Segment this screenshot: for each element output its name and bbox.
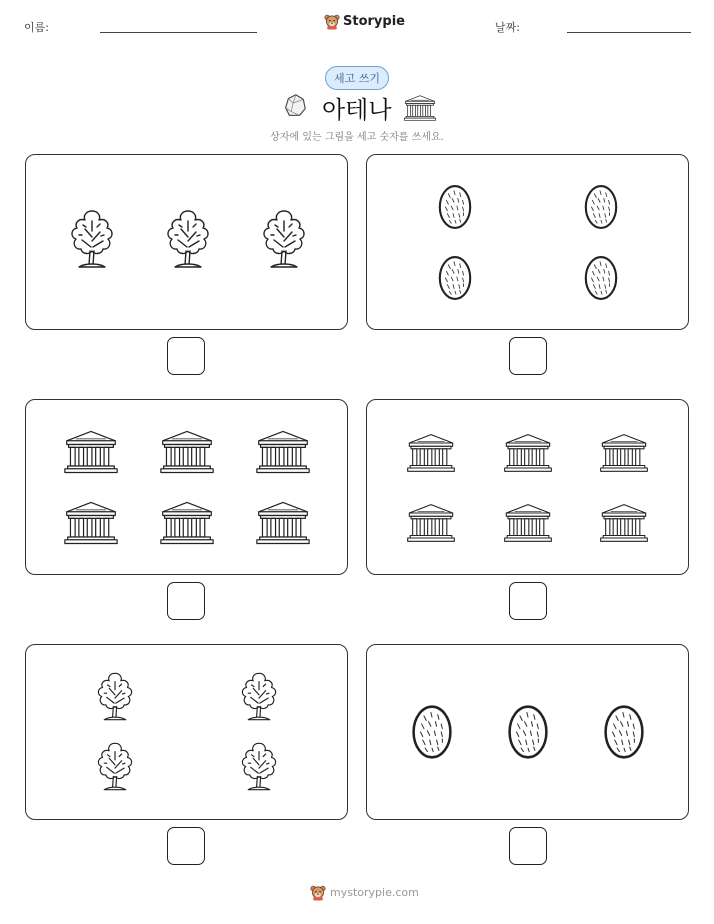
card-pictures xyxy=(26,645,349,821)
date-label: 날짜: xyxy=(495,21,520,34)
almond-icon xyxy=(414,707,451,758)
answer-box-5[interactable] xyxy=(167,827,205,865)
bear-icon xyxy=(310,884,326,901)
almond-icon xyxy=(440,257,470,299)
answer-box-1[interactable] xyxy=(167,337,205,375)
temple-icon xyxy=(161,431,213,472)
card-pictures xyxy=(26,155,349,331)
answer-box-2[interactable] xyxy=(509,337,547,375)
count-card-2 xyxy=(366,154,689,330)
tree-icon xyxy=(168,211,208,267)
answer-box-6[interactable] xyxy=(509,827,547,865)
almond-icon xyxy=(606,707,643,758)
almond-icon xyxy=(510,707,547,758)
bear-icon xyxy=(324,13,340,30)
page-title: 아테나 xyxy=(322,96,392,124)
temple-icon xyxy=(403,94,437,122)
temple-icon xyxy=(257,502,309,543)
worksheet-tag: 세고 쓰기 xyxy=(325,66,389,90)
almond-icon xyxy=(586,186,616,228)
brand-name: Storypie xyxy=(343,14,405,29)
tree-icon xyxy=(242,743,275,789)
temple-icon xyxy=(505,505,552,542)
count-card-4 xyxy=(366,399,689,575)
temple-icon xyxy=(161,502,213,543)
name-line[interactable] xyxy=(100,32,257,33)
tree-icon xyxy=(72,211,112,267)
card-pictures xyxy=(367,645,690,821)
card-pictures xyxy=(367,155,690,331)
almond-icon xyxy=(586,257,616,299)
almond-icon xyxy=(440,186,470,228)
tree-icon xyxy=(98,673,131,719)
answer-box-3[interactable] xyxy=(167,582,205,620)
card-pictures xyxy=(367,400,690,576)
date-line[interactable] xyxy=(567,32,691,33)
tree-icon xyxy=(242,673,275,719)
temple-icon xyxy=(65,431,117,472)
rock-icon xyxy=(280,91,308,119)
footer xyxy=(310,884,419,901)
temple-icon xyxy=(505,435,552,472)
temple-icon xyxy=(408,505,455,542)
answer-box-4[interactable] xyxy=(509,582,547,620)
card-pictures xyxy=(26,400,349,576)
temple-icon xyxy=(257,431,309,472)
name-label: 이름: xyxy=(24,21,49,34)
count-card-1 xyxy=(25,154,348,330)
footer-url[interactable]: mystorypie.com xyxy=(330,886,419,899)
tree-icon xyxy=(264,211,304,267)
temple-icon xyxy=(601,505,648,542)
brand-logo xyxy=(324,13,405,30)
count-card-3 xyxy=(25,399,348,575)
temple-icon xyxy=(65,502,117,543)
temple-icon xyxy=(601,435,648,472)
temple-icon xyxy=(408,435,455,472)
count-card-5 xyxy=(25,644,348,820)
count-card-6 xyxy=(366,644,689,820)
tree-icon xyxy=(98,743,131,789)
instruction-text: 상자에 있는 그림을 세고 숫자를 쓰세요. xyxy=(270,132,444,143)
